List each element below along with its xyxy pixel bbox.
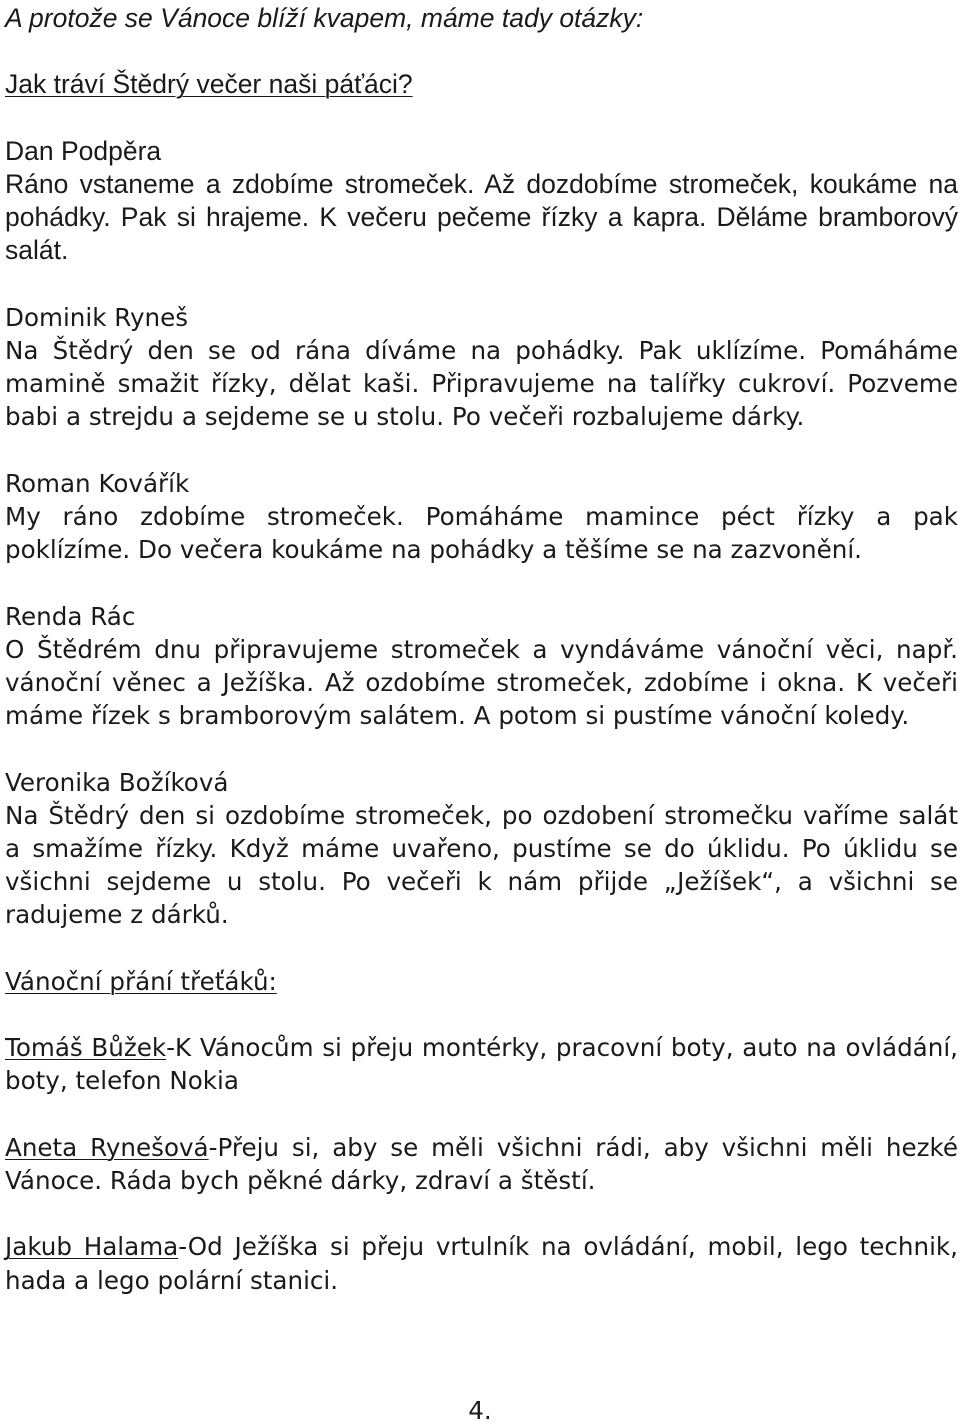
spacer: [5, 102, 958, 135]
answer-text: Ráno vstaneme a zdobíme stromeček. Až dozdobíme stromeček, koukáme na pohádky. Pak si hrajeme. K večeru pečeme řízky a kapra. Děláme bramborový salát.: [5, 168, 958, 266]
answer-roman-kovarik: [5, 467, 958, 567]
answer-author: Roman Kovářík: [5, 468, 190, 498]
wish-tomas-buzek: [5, 1031, 958, 1097]
spacer: [5, 35, 958, 68]
spacer: [5, 932, 958, 965]
spacer: [5, 998, 958, 1031]
spacer: [5, 1197, 958, 1230]
answer-dan-podpera: [5, 135, 958, 268]
answer-author: Dominik Ryneš: [5, 302, 189, 332]
wish-text: -Od Ježíška si přeju vrtulník na ovládání, mobil, lego technik, hada a lego polární stanici.: [5, 1232, 958, 1295]
answer-renda-rac: [5, 600, 958, 733]
spacer: [5, 732, 958, 765]
answer-dominik-rynes: [5, 301, 958, 434]
question-text: Jak tráví Štědrý večer naši páťáci?: [5, 69, 413, 100]
wish-text: -K Vánocům si přeju montérky, pracovní boty, auto na ovládání, boty, telefon Nokia: [5, 1033, 958, 1096]
answer-author: Renda Rác: [5, 601, 136, 631]
question-heading: [5, 68, 958, 101]
spacer: [5, 1098, 958, 1131]
answer-text: O Štědrém dnu připravujeme stromeček a vyndáváme vánoční věci, např. vánoční věnec a Ježíška. Až ozdobíme stromeček, zdobíme i okna. K večeři máme řízek s bramborovým salátem. A potom si pustíme vánoční koledy.: [5, 634, 958, 731]
wish-text: -Přeju si, aby se měli všichni rádi, aby všichni měli hezké Vánoce. Ráda bych pěkné dárky, zdraví a štěstí.: [5, 1132, 958, 1195]
answer-text: Na Štědrý den si ozdobíme stromeček, po ozdobení stromečku vaříme salát a smažíme řízky. Když máme uvařeno, pustíme se do úklidu. Po úklidu se všichni sejdeme u stolu. Po večeři k nám přijde „Ježíšek“, a všichni se radujeme z dárků.: [5, 800, 958, 930]
spacer: [5, 434, 958, 467]
answer-author: Dan Podpěra: [5, 135, 162, 166]
wish-author: Jakub Halama: [5, 1232, 179, 1262]
page-number: 4.: [468, 1396, 492, 1425]
wish-author: Tomáš Bůžek: [5, 1033, 167, 1063]
wishes-heading: [5, 965, 958, 998]
answer-veronika-bozikova: [5, 766, 958, 932]
wish-author: Aneta Rynešová: [5, 1132, 209, 1162]
spacer: [5, 268, 958, 301]
spacer: [5, 566, 958, 599]
wish-aneta-rynesova: [5, 1131, 958, 1197]
answer-author: Veronika Božíková: [5, 767, 229, 797]
intro-line: A protože se Vánoce blíží kvapem, máme tady otázky:: [5, 3, 644, 33]
answer-text: Na Štědrý den se od rána díváme na pohádky. Pak uklízíme. Pomáháme mamině smažit řízky, dělat kaši. Připravujeme na talířky cukroví. Pozveme babi a strejdu a sejdeme se u stolu. Po večeři rozbalujeme dárky.: [5, 335, 958, 432]
document-page: [5, 2, 958, 1297]
wishes-heading-text: Vánoční přání třeťáků:: [5, 966, 277, 996]
wish-jakub-halama: [5, 1230, 958, 1296]
answer-text: My ráno zdobíme stromeček. Pomáháme mamince péct řízky a pak poklízíme. Do večera koukáme na pohádky a těšíme se na zazvonění.: [5, 501, 958, 565]
